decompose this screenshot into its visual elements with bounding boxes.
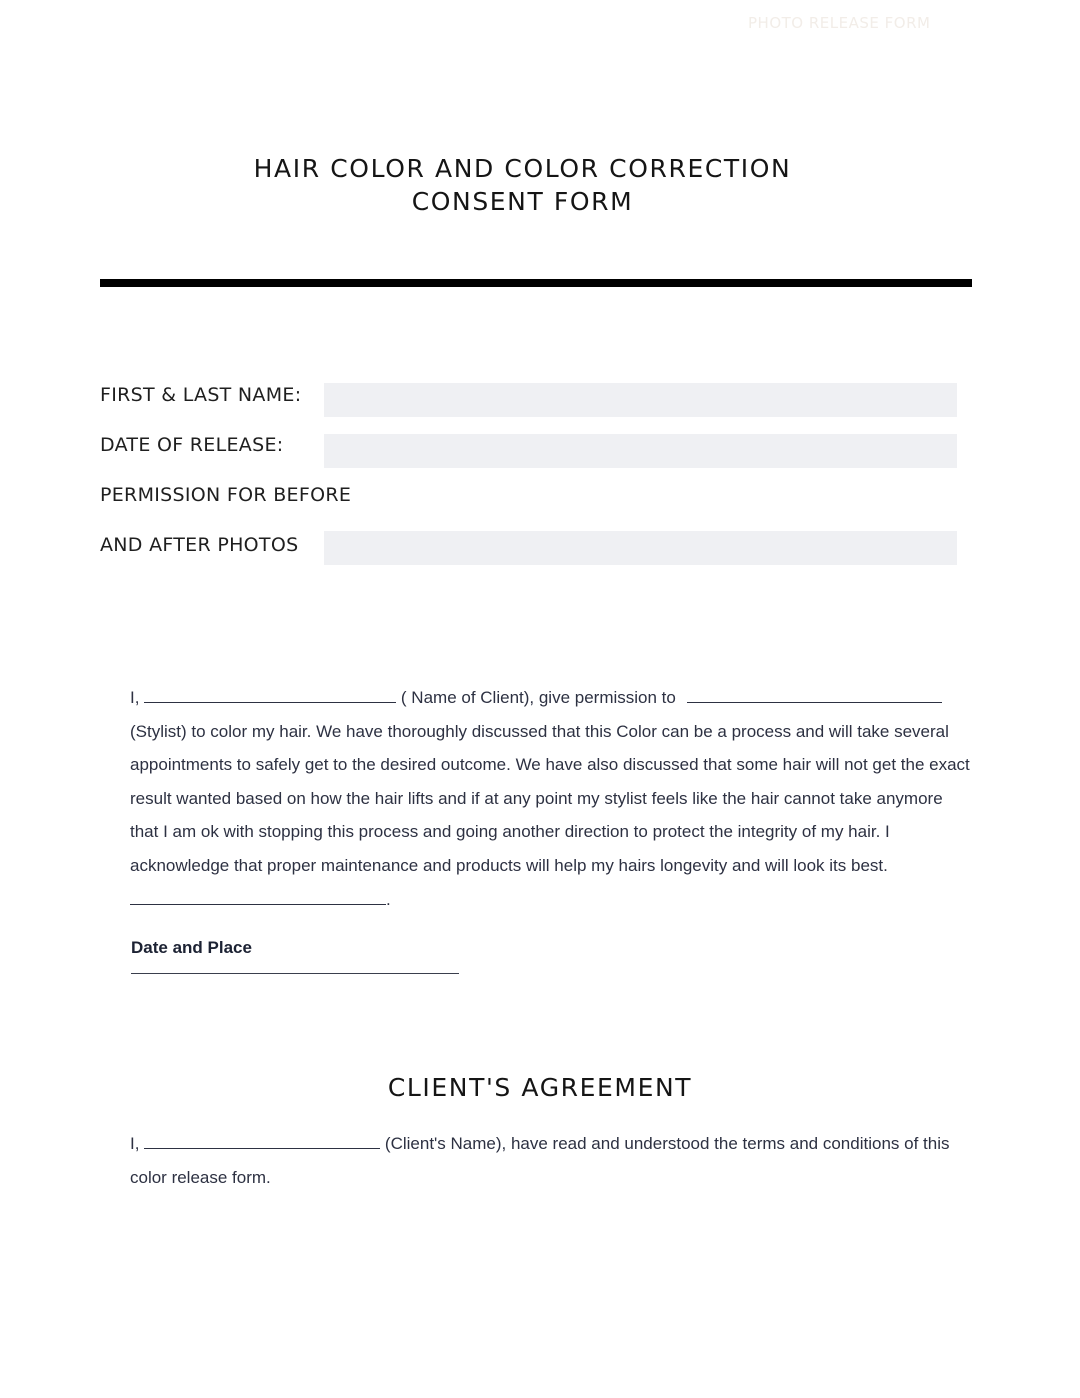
signature-suffix: .	[386, 889, 391, 909]
title-line-1: HAIR COLOR AND COLOR CORRECTION	[253, 154, 792, 183]
consent-client-text: ( Name of Client), give permission to	[400, 688, 676, 707]
name-field[interactable]	[324, 383, 957, 417]
consent-body-text: (Stylist) to color my hair. We have thoroughly discussed that this Color can be a process and will take several appointments to safely get to the desired outcome. We have also discussed that some hair will not get the exact result wanted based on how the hair lifts and if at any point my stylist feels like the hair cannot take anymore that I am ok with stopping this process and going another direction to protect the integrity of my hair. I acknowledge that proper maintenance and products will help my hairs longevity and will look its best.	[130, 721, 970, 875]
consent-prefix: I,	[130, 688, 140, 707]
consent-paragraph	[130, 681, 970, 916]
date-label: DATE OF RELEASE:	[100, 434, 284, 456]
signature-blank[interactable]	[130, 888, 386, 905]
stylist-name-blank[interactable]	[687, 686, 942, 703]
date-place-line[interactable]	[131, 973, 459, 974]
agreement-text: (Client's Name), have read and understood the terms and conditions of this color release form.	[130, 1134, 950, 1187]
agreement-paragraph	[130, 1127, 970, 1194]
permission-label-line-2: AND AFTER PHOTOS	[100, 534, 299, 556]
agreement-prefix: I,	[130, 1134, 140, 1153]
date-place-label: Date and Place	[131, 938, 252, 957]
title-line-2: CONSENT FORM	[411, 187, 634, 216]
permission-field[interactable]	[324, 531, 957, 565]
header-tag: PHOTO RELEASE FORM	[748, 14, 931, 32]
page-title	[0, 152, 1045, 218]
permission-label-line-1: PERMISSION FOR BEFORE	[100, 484, 352, 506]
agreement-title: CLIENT'S AGREEMENT	[387, 1073, 693, 1102]
agreement-client-blank[interactable]	[144, 1132, 380, 1149]
name-label: FIRST & LAST NAME:	[100, 384, 302, 406]
title-divider	[100, 279, 972, 287]
client-name-blank[interactable]	[144, 686, 396, 703]
date-field[interactable]	[324, 434, 957, 468]
